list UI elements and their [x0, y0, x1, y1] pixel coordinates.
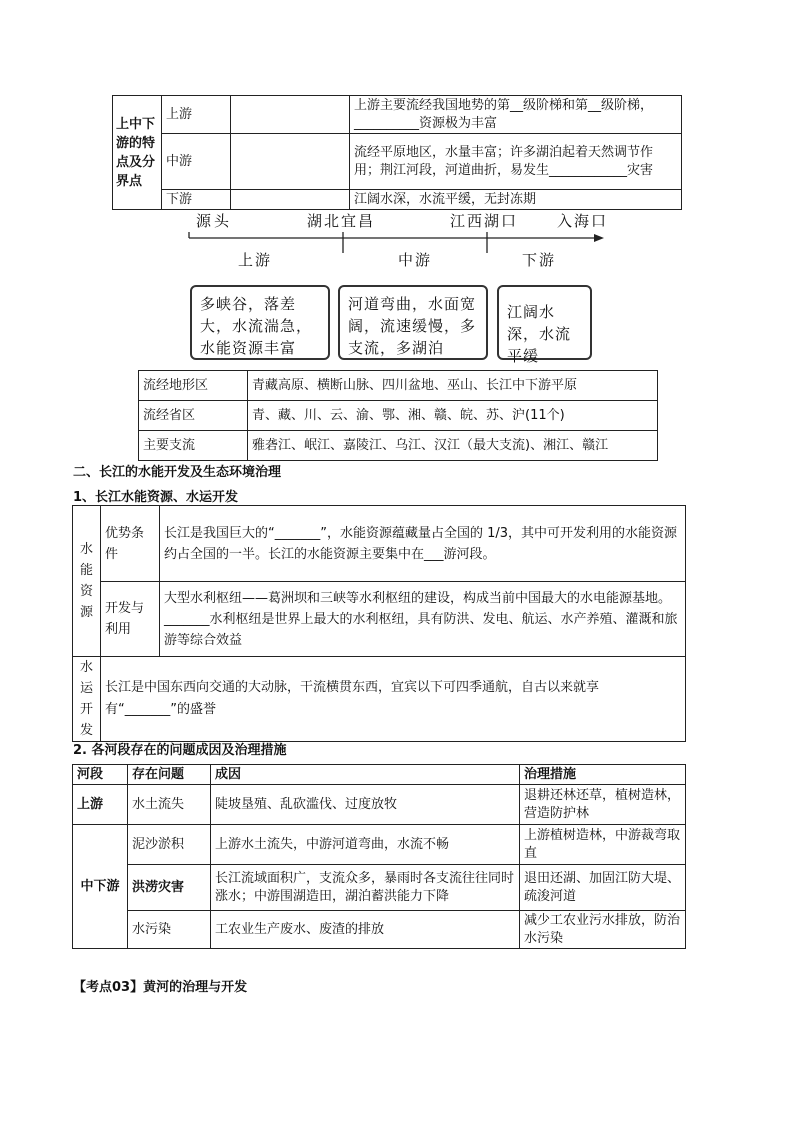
cause-cell: 陡坡垦殖、乱砍滥伐、过度放牧 [211, 785, 520, 825]
cause-cell: 上游水土流失，中游河道弯曲，水流不畅 [211, 825, 520, 865]
upper-feature-box: 多峡谷，落差大，水流湍急，水能资源丰富 [190, 285, 330, 360]
point-hukou: 江西湖口 [450, 212, 519, 230]
hydro-shipping-table [72, 505, 686, 742]
segment-name: 下游 [162, 190, 231, 210]
header-cause: 成因 [211, 765, 520, 785]
segment-name: 上游 [162, 96, 231, 134]
blank-cell [231, 190, 350, 210]
segment-desc: 上游主要流经我国地势的第__级阶梯和第__级阶梯，__________资源极为丰富 [350, 96, 682, 134]
shipping-text: 长江是中国东西向交通的大动脉，干流横贯东西，宜宾以下可四季通航，自古以来就享有“_______”的盛誉 [101, 657, 686, 742]
cause-cell: 长江流域面积广，支流众多，暴雨时各支流往往同时涨水；中游围湖造田，湖泊蓄洪能力下降 [211, 865, 520, 911]
group-label: 上中下游的特点及分界点 [113, 96, 162, 210]
info-key: 流经省区 [139, 401, 248, 431]
problem-cell: 泥沙淤积 [128, 825, 211, 865]
upper-middle-lower-table [112, 95, 682, 210]
subsection-heading: 1、长江水能资源、水运开发 [73, 490, 239, 505]
info-key: 主要支流 [139, 431, 248, 461]
header-problem: 存在问题 [128, 765, 211, 785]
develop-text: 大型水利枢纽——葛洲坝和三峡等水利枢纽的建设，构成当前中国最大的水电能源基地。_______水利枢纽是世界上最大的水利枢纽，具有防洪、发电、航运、水产养殖、灌溉和旅游等综合效益 [160, 582, 686, 657]
problem-cell: 洪涝灾害 [128, 865, 211, 911]
lower-feature-box: 江阔水深，水流平缓 [497, 285, 592, 360]
shipping-label: 水运开发 [73, 657, 101, 742]
arrow-head [594, 234, 604, 242]
kaodian-heading: 【考点03】黄河的治理与开发 [73, 980, 248, 995]
point-estuary: 入海口 [557, 212, 609, 230]
subsection-heading-2: 2. 各河段存在的问题成因及治理措施 [73, 743, 287, 758]
measure-cell: 减少工农业污水排放，防治水污染 [520, 911, 686, 949]
segment-label-middle: 中游 [398, 251, 433, 269]
segment-middle-lower: 中下游 [73, 825, 128, 949]
middle-feature-box: 河道弯曲，水面宽阔，流速缓慢，多支流，多湖泊 [338, 285, 488, 360]
measure-cell: 上游植树造林，中游裁弯取直 [520, 825, 686, 865]
info-value: 青、藏、川、云、渝、鄂、湘、赣、皖、苏、沪(11个) [248, 401, 658, 431]
segment-desc: 江阔水深，水流平缓，无封冻期 [350, 190, 682, 210]
blank-cell [231, 96, 350, 134]
hydro-label: 水能资源 [73, 506, 101, 657]
segment-label-lower: 下游 [522, 251, 557, 269]
advantage-label: 优势条件 [101, 506, 160, 582]
segment-desc: 流经平原地区，水量丰富；许多湖泊起着天然调节作用；荆江河段，河道曲折，易发生____________灾害 [350, 134, 682, 190]
info-key: 流经地形区 [139, 371, 248, 401]
segment-label-upper: 上游 [238, 251, 273, 269]
segment-upper: 上游 [73, 785, 128, 825]
point-source: 源头 [196, 212, 233, 230]
header-measure: 治理措施 [520, 765, 686, 785]
point-yichang: 湖北宜昌 [307, 212, 376, 230]
advantage-text: 长江是我国巨大的“_______”，水能资源蕴藏量占全国的 1/3，其中可开发利用的水能资源约占全国的一半。长江的水能资源主要集中在___游河段。 [160, 506, 686, 582]
develop-label: 开发与利用 [101, 582, 160, 657]
measure-cell: 退耕还林还草，植树造林，营造防护林 [520, 785, 686, 825]
blank-cell [231, 134, 350, 190]
cause-cell: 工农业生产废水、废渣的排放 [211, 911, 520, 949]
segment-name: 中游 [162, 134, 231, 190]
problem-cell: 水土流失 [128, 785, 211, 825]
section-heading: 二、长江的水能开发及生态环境治理 [73, 465, 282, 480]
info-value: 青藏高原、横断山脉、四川盆地、巫山、长江中下游平原 [248, 371, 658, 401]
measure-cell: 退田还湖、加固江防大堤、疏浚河道 [520, 865, 686, 911]
problem-cell: 水污染 [128, 911, 211, 949]
info-value: 雅砻江、岷江、嘉陵江、乌江、汉江（最大支流)、湘江、赣江 [248, 431, 658, 461]
river-info-table [138, 370, 658, 461]
problems-measures-table [72, 764, 686, 949]
header-segment: 河段 [73, 765, 128, 785]
